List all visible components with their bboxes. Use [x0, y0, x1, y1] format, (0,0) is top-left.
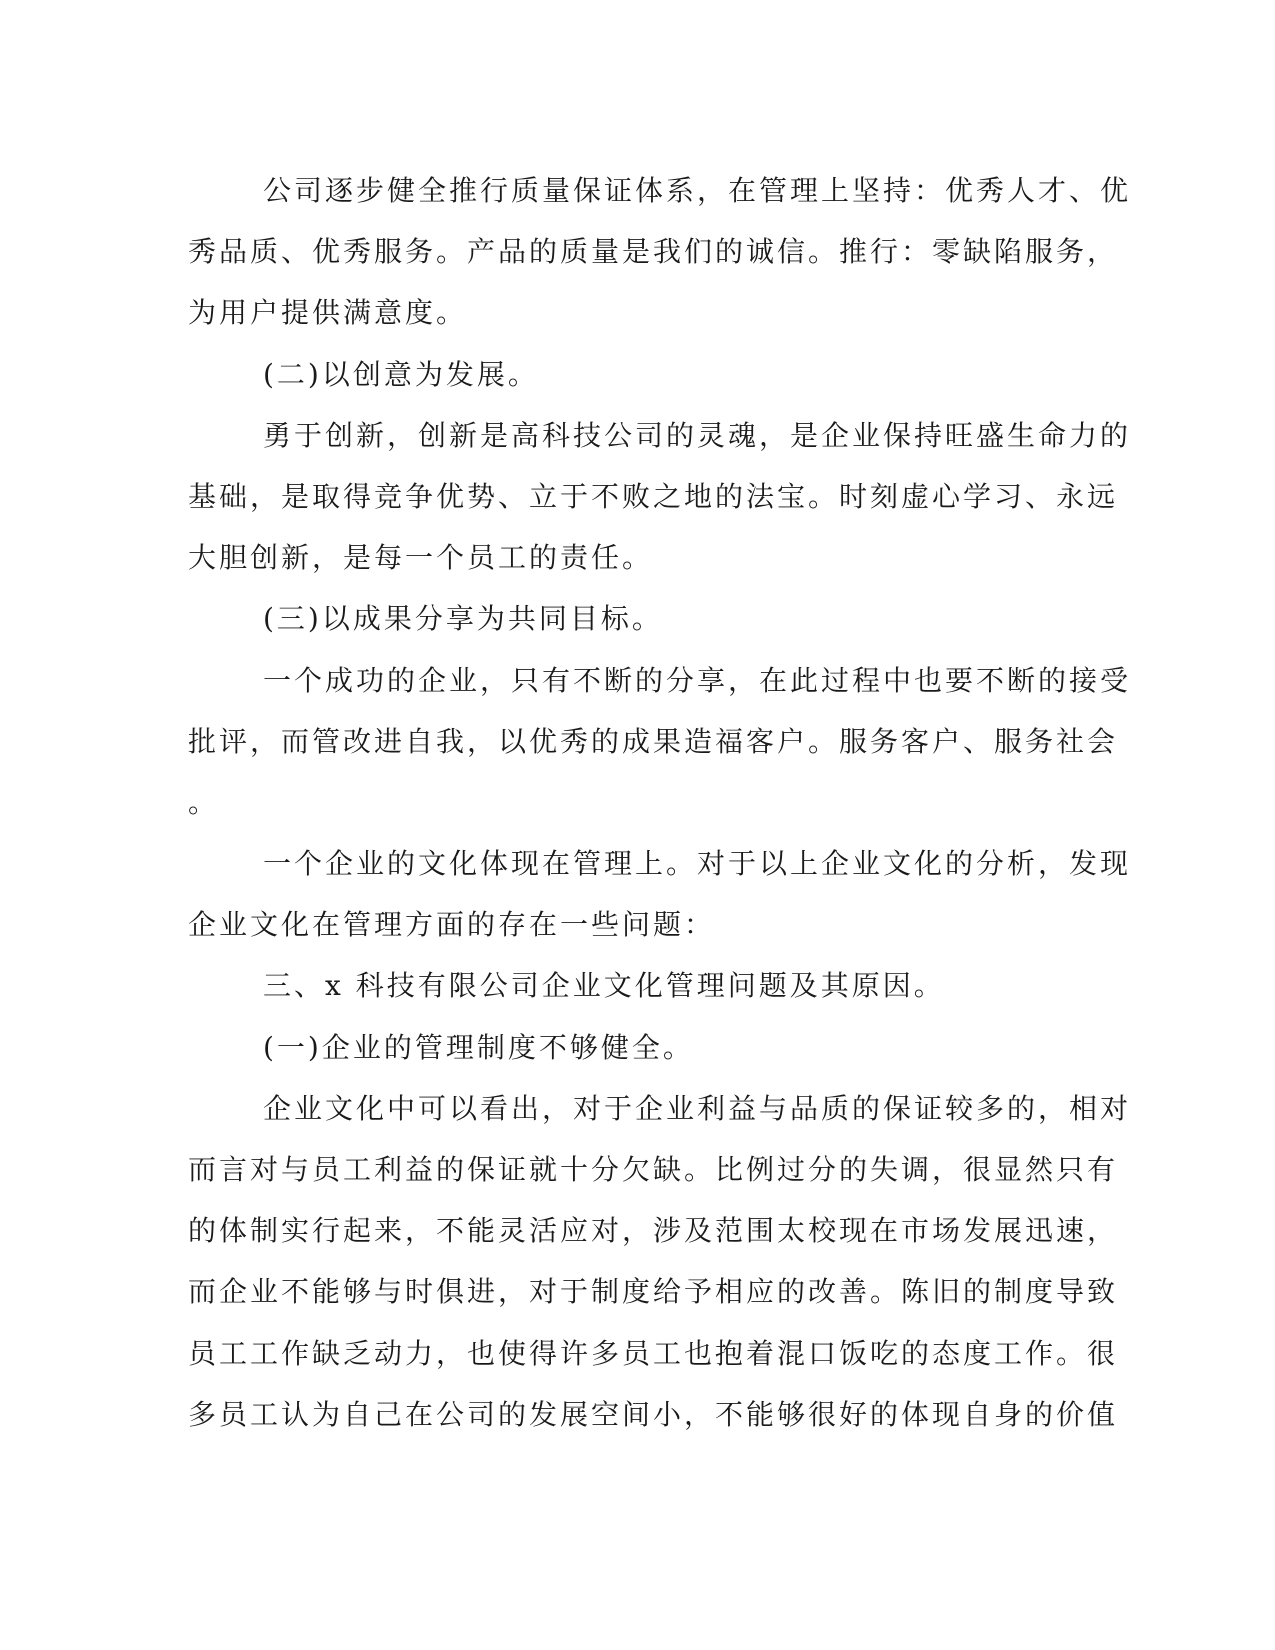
- section-heading: (三)以成果分享为共同目标。: [263, 602, 663, 636]
- paragraph-line: 公司逐步健全推行质量保证体系，在管理上坚持：优秀人才、优: [263, 174, 1132, 207]
- paragraph-line: 多员工认为自己在公司的发展空间小，不能够很好的体现自身的价值: [188, 1397, 1119, 1431]
- section-heading: 三、x 科技有限公司企业文化管理问题及其原因。: [263, 969, 945, 1003]
- paragraph-line: 勇于创新，创新是高科技公司的灵魂，是企业保持旺盛生命力的: [263, 418, 1132, 452]
- paragraph-line: 大胆创新，是每一个员工的责任。: [188, 541, 654, 575]
- paragraph-line: 为用户提供满意度。: [188, 296, 468, 330]
- section-heading: (二)以创意为发展。: [263, 357, 539, 391]
- paragraph-line: 。: [188, 785, 220, 819]
- paragraph-line: 员工工作缺乏动力，也使得许多员工也抱着混口饭吃的态度工作。很: [188, 1336, 1119, 1370]
- paragraph-line: 基础，是取得竞争优势、立于不败之地的法宝。时刻虚心学习、永远: [188, 479, 1119, 513]
- paragraph-line: 的体制实行起来，不能灵活应对，涉及范围太校现在市场发展迅速，: [188, 1214, 1119, 1248]
- paragraph-line: 批评，而管改进自我，以优秀的成果造福客户。服务客户、服务社会: [188, 724, 1119, 758]
- document-body: [188, 160, 1132, 1445]
- paragraph-line: 一个企业的文化体现在管理上。对于以上企业文化的分析，发现: [263, 847, 1132, 881]
- paragraph-line: 企业文化在管理方面的存在一些问题：: [188, 908, 716, 942]
- paragraph-line: 秀品质、优秀服务。产品的质量是我们的诚信。推行：零缺陷服务，: [188, 235, 1119, 269]
- paragraph-line: 而企业不能够与时俱进，对于制度给予相应的改善。陈旧的制度导致: [188, 1275, 1119, 1309]
- paragraph-line: 企业文化中可以看出，对于企业利益与品质的保证较多的，相对: [263, 1091, 1132, 1125]
- paragraph-line: 一个成功的企业，只有不断的分享，在此过程中也要不断的接受: [263, 663, 1132, 697]
- paragraph-line: 而言对与员工利益的保证就十分欠缺。比例过分的失调，很显然只有: [188, 1153, 1119, 1186]
- section-heading: (一)企业的管理制度不够健全。: [263, 1030, 694, 1064]
